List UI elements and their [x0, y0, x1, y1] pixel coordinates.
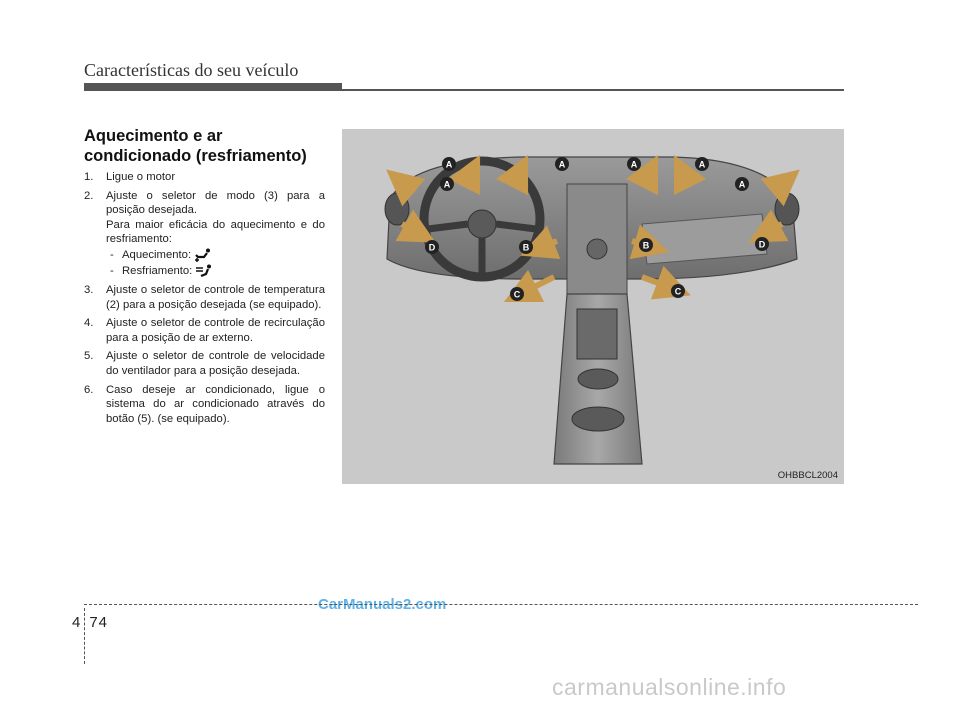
svg-text:D: D [758, 239, 766, 250]
svg-text:A: A [698, 159, 706, 170]
step-text: Ajuste o seletor de controle de temperatura (2) para a posição desejada (se equipado). [106, 283, 325, 311]
step-extra-text: Para maior eficácia do aquecimento e do resfriamento: [106, 218, 325, 246]
vent-label-a [627, 157, 641, 171]
dashboard-drawing [342, 129, 844, 484]
svg-text:B: B [642, 240, 650, 251]
vent-label-a [440, 177, 454, 191]
svg-text:D: D [428, 242, 436, 253]
svg-text:B: B [522, 242, 530, 253]
heating-mode-row [106, 247, 325, 263]
step-item [84, 170, 325, 185]
step-item [84, 189, 325, 279]
dash: - [110, 264, 114, 277]
step-number: 5. [84, 350, 94, 363]
site-watermark: carmanualsonline.info [552, 674, 787, 700]
heating-label: Aquecimento: [122, 248, 192, 261]
section-title: Aquecimento e ar condicionado (resfriamento) [84, 127, 307, 165]
watermark-link[interactable]: CarManuals2.com [318, 596, 447, 613]
step-text: Ajuste o seletor de modo (3) para a posição desejada. [106, 189, 325, 217]
vent-label-a [442, 157, 456, 171]
header-title: Características do seu veículo [84, 60, 299, 80]
vent-label-b [519, 240, 533, 254]
step-item [84, 316, 325, 345]
step-number: 4. [84, 317, 94, 330]
vent-label-a [555, 157, 569, 171]
page-section: 4 [72, 614, 82, 631]
cooling-mode-row [106, 263, 325, 279]
vent-label-a [735, 177, 749, 191]
step-number: 2. [84, 189, 94, 202]
dashboard-vent-illustration [342, 129, 844, 484]
step-number: 6. [84, 383, 94, 396]
svg-text:A: A [443, 179, 451, 190]
step-text: Caso deseje ar condicionado, ligue o sistema do ar condicionado através do botão (5). (se equipado). [106, 383, 325, 425]
header-rule-thick [84, 83, 342, 91]
page-number [72, 614, 108, 631]
vent-label-c [671, 284, 685, 298]
step-item [84, 283, 325, 312]
step-number: 1. [84, 171, 94, 183]
dash: - [110, 248, 114, 261]
vent-label-c [510, 287, 524, 301]
svg-text:C: C [513, 289, 521, 300]
step-text: Ligue o motor [106, 171, 176, 183]
vent-label-d [755, 237, 769, 251]
steps-list [84, 170, 325, 430]
svg-text:A: A [558, 159, 566, 170]
page-index: 74 [89, 614, 109, 631]
header-rule-thin [342, 89, 844, 91]
step-text: Ajuste o seletor de controle de recirculação para a posição de ar externo. [106, 317, 325, 344]
face-mode-icon [195, 264, 213, 278]
vent-label-a [695, 157, 709, 171]
svg-text:C: C [674, 286, 682, 297]
step-item [84, 383, 325, 427]
step-number: 3. [84, 283, 94, 296]
footer-rule [84, 604, 918, 605]
step-item [84, 349, 325, 378]
cooling-label: Resfriamento: [122, 264, 193, 277]
svg-text:A: A [738, 179, 746, 190]
vent-label-d [425, 240, 439, 254]
step-text: Ajuste o seletor de controle de velocidade do ventilador para a posição desejada. [106, 350, 325, 377]
svg-text:A: A [630, 159, 638, 170]
figure-code: OHBBCL2004 [777, 470, 838, 481]
vent-label-b [639, 238, 653, 252]
svg-text:A: A [445, 159, 453, 170]
floor-mode-icon [194, 248, 212, 262]
